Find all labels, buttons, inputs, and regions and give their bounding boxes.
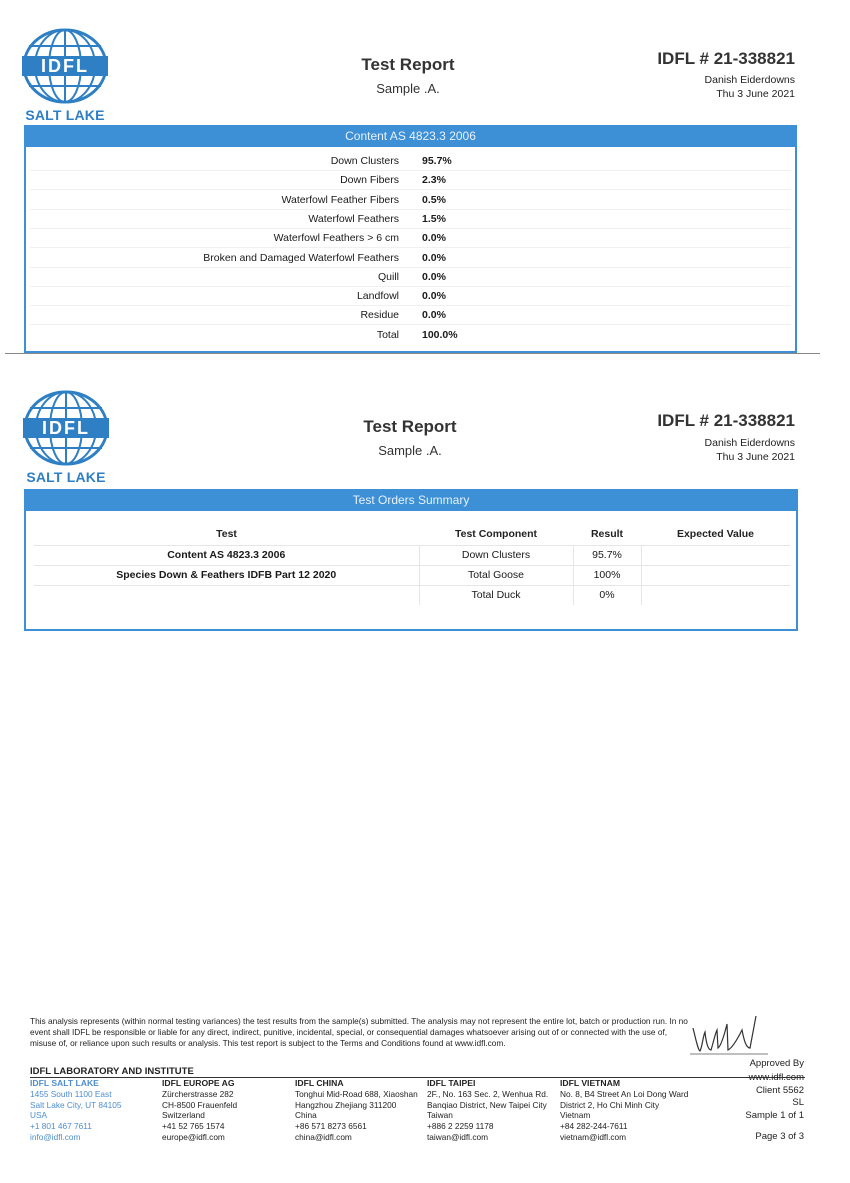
- office-vietnam: [560, 1078, 688, 1143]
- content-label: Broken and Damaged Waterfowl Feathers: [203, 251, 399, 264]
- office-europe: [162, 1078, 237, 1143]
- idfl-globe-icon: [22, 389, 110, 467]
- content-row: [26, 306, 795, 325]
- office-line: +41 52 765 1574: [162, 1121, 225, 1132]
- office-line: +886 2 2259 1178: [427, 1121, 494, 1132]
- summary-result-cell: 0%: [573, 585, 641, 605]
- idfl-globe-icon: [21, 27, 109, 105]
- product-name: Danish Eiderdowns: [704, 437, 795, 449]
- content-heading: Content AS 4823.3 2006: [26, 125, 795, 147]
- content-label: Down Clusters: [330, 155, 399, 167]
- office-name: IDFL VIETNAM: [560, 1078, 620, 1088]
- office-name: IDFL TAIPEI: [427, 1078, 476, 1088]
- summary-row: [34, 585, 790, 605]
- content-label: Total: [376, 328, 399, 341]
- summary-expected-cell: [641, 545, 790, 565]
- report-meta: [705, 73, 795, 101]
- col-test: Test: [216, 527, 237, 540]
- content-value: 2.3%: [422, 174, 446, 187]
- office-line: china@idfl.com: [295, 1131, 352, 1142]
- col-expected-value: Expected Value: [676, 527, 755, 540]
- office-line: No. 8, B4 Street An Loi Dong Ward: [560, 1088, 689, 1099]
- content-row: [26, 229, 795, 248]
- content-row: [26, 171, 795, 190]
- summary-heading: Test Orders Summary: [26, 489, 796, 511]
- office-line: 1455 South 1100 East: [30, 1088, 112, 1099]
- office-line: Tonghui Mid-Road 688, Xiaoshan: [295, 1088, 418, 1099]
- office-line: +86 571 8273 6561: [295, 1121, 367, 1132]
- sample-count: Sample 1 of 1: [745, 1109, 804, 1121]
- report-date: Thu 3 June 2021: [716, 88, 795, 100]
- office-salt-lake: [30, 1078, 121, 1143]
- summary-table: [34, 523, 790, 605]
- content-value: 0.0%: [422, 232, 446, 245]
- office-line: Zürcherstrasse 282: [162, 1088, 234, 1099]
- idfl-logo: [15, 27, 115, 123]
- content-row: [26, 268, 795, 287]
- office-line: Salt Lake City, UT 84105: [30, 1099, 122, 1110]
- office-name: IDFL CHINA: [295, 1078, 344, 1088]
- content-value: 0.0%: [422, 290, 446, 303]
- office-line: Taiwan: [427, 1110, 453, 1121]
- idfl-logo: [16, 389, 116, 485]
- org-name: IDFL LABORATORY AND INSTITUTE: [30, 1066, 194, 1077]
- summary-component-cell: Down Clusters: [419, 545, 573, 565]
- office-line: USA: [30, 1110, 48, 1121]
- report-date: Thu 3 June 2021: [716, 451, 795, 463]
- office-line: China: [295, 1110, 317, 1121]
- signature-icon: [690, 1010, 770, 1058]
- summary-test-cell: [34, 585, 419, 605]
- content-row: [26, 152, 795, 171]
- logo-city: SALT LAKE: [25, 107, 105, 123]
- office-line: europe@idfl.com: [162, 1131, 225, 1142]
- office-line: Vietnam: [560, 1110, 591, 1121]
- content-value: 0.0%: [422, 309, 446, 322]
- office-line: Banqiao District, New Taipei City: [427, 1099, 547, 1110]
- summary-test-cell: Content AS 4823.3 2006: [34, 545, 419, 565]
- content-label: Waterfowl Feathers: [308, 212, 399, 225]
- content-label: Waterfowl Feathers > 6 cm: [273, 232, 399, 245]
- col-result: Result: [590, 527, 624, 540]
- content-value: 0.5%: [422, 193, 446, 206]
- col-test-component: Test Component: [454, 527, 538, 540]
- office-china: [295, 1078, 418, 1143]
- report-number: IDFL # 21-338821: [657, 411, 795, 430]
- svg-text:IDFL: IDFL: [42, 418, 90, 438]
- client-number: Client 5562: [755, 1084, 804, 1096]
- content-label: Quill: [377, 270, 399, 283]
- summary-body: [34, 545, 790, 605]
- summary-expected-cell: [641, 565, 790, 585]
- office-line: +84 282-244-7611: [560, 1121, 628, 1132]
- summary-test-cell: Species Down & Feathers IDFB Part 12 2020: [34, 565, 419, 585]
- product-name: Danish Eiderdowns: [704, 74, 795, 86]
- content-value: 0.0%: [422, 251, 446, 264]
- page-number: Page 3 of 3: [755, 1131, 804, 1142]
- office-line: +1 801 467 7611: [30, 1121, 92, 1132]
- office-line: info@idfl.com: [30, 1131, 81, 1142]
- website: www.idfl.com: [748, 1072, 804, 1083]
- content-row: [26, 287, 795, 306]
- sample-label: Sample .A.: [378, 443, 442, 458]
- content-row: [26, 249, 795, 268]
- logo-city: SALT LAKE: [26, 469, 106, 485]
- content-label: Landfowl: [356, 290, 399, 303]
- content-row: [26, 326, 795, 345]
- summary-component-cell: Total Duck: [419, 585, 573, 605]
- content-label: Waterfowl Feather Fibers: [281, 193, 399, 206]
- summary-result-cell: 95.7%: [573, 545, 641, 565]
- svg-text:IDFL: IDFL: [41, 56, 89, 76]
- sample-label: Sample .A.: [376, 81, 440, 96]
- summary-row: [34, 545, 790, 565]
- office-line: 2F., No. 163 Sec. 2, Wenhua Rd.: [427, 1088, 549, 1099]
- summary-header-row: [34, 523, 790, 545]
- approved-by: Approved By: [749, 1058, 804, 1069]
- content-label: Down Fibers: [340, 174, 399, 187]
- office-line: CH-8500 Frauenfeld: [162, 1099, 238, 1110]
- lab-code: SL: [792, 1097, 804, 1108]
- content-value: 100.0%: [422, 328, 458, 341]
- report-title: Test Report: [361, 55, 455, 74]
- summary-panel: [24, 489, 798, 631]
- office-line: taiwan@idfl.com: [427, 1131, 488, 1142]
- page-divider: [5, 353, 820, 354]
- content-label: Residue: [360, 309, 399, 322]
- office-line: Hangzhou Zhejiang 311200: [295, 1099, 397, 1110]
- report-meta: [705, 436, 795, 464]
- office-line: District 2, Ho Chi Minh City: [560, 1099, 660, 1110]
- office-line: Switzerland: [162, 1110, 205, 1121]
- office-name: IDFL EUROPE AG: [162, 1078, 235, 1088]
- report-number: IDFL # 21-338821: [657, 49, 795, 68]
- content-value: 0.0%: [422, 270, 446, 283]
- summary-expected-cell: [641, 585, 790, 605]
- summary-result-cell: 100%: [573, 565, 641, 585]
- report-title: Test Report: [363, 417, 457, 436]
- office-name: IDFL SALT LAKE: [30, 1078, 99, 1088]
- content-panel: [24, 125, 797, 353]
- summary-component-cell: Total Goose: [419, 565, 573, 585]
- office-taipei: [427, 1078, 548, 1143]
- client-info: [745, 1072, 804, 1144]
- content-value: 1.5%: [422, 212, 446, 225]
- content-value: 95.7%: [422, 155, 452, 167]
- office-line: vietnam@idfl.com: [560, 1131, 627, 1142]
- summary-row: [34, 565, 790, 585]
- content-row: [26, 191, 795, 210]
- content-row: [26, 210, 795, 229]
- disclaimer: This analysis represents (within normal testing variances) the test results from the sample(s) submitted. The analysis may not represent the entire lot, batch or production run. In no event shall IDFL be responsible or liable for any direct, indirect, punitive, incidental, special, or consequential damages whatsoever arising out of or connected with the use of, misuse of, or reliance upon such results or analysis. This test report is subject to the Terms and Conditions found at www.idfl.com.: [30, 1016, 688, 1048]
